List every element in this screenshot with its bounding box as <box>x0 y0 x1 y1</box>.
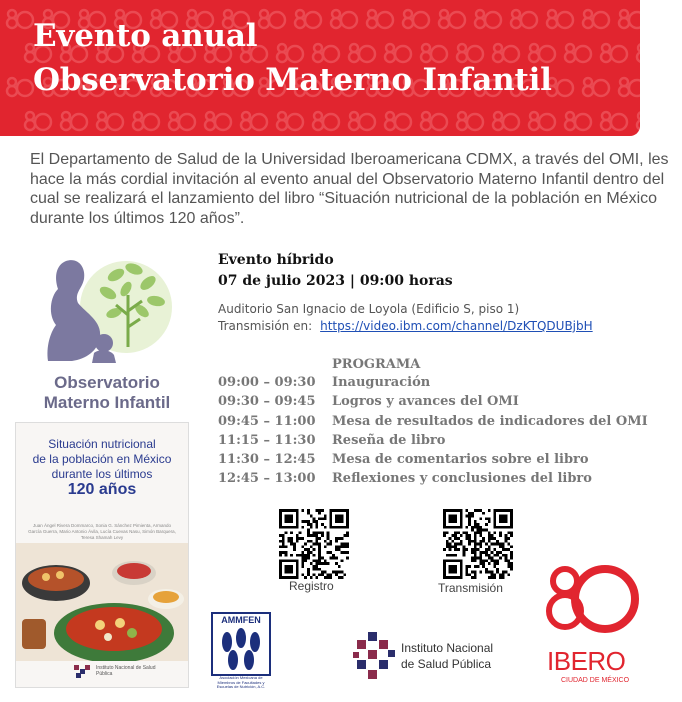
book-authors: Juan Ángel Rivera Dommarco, Sonia G. Sánchez Pimienta, Armando García Guerra, Mario Antonio Ávila, Lucía Cuevas Nasu, Simón Barquera, Teresa Shamah Levy <box>28 523 176 540</box>
page-title-line2: Observatorio Materno Infantil <box>33 62 552 98</box>
event-date: 07 de julio 2023 | 09:00 horas <box>218 273 453 289</box>
ibero-number: 80 <box>545 555 547 556</box>
program-row <box>218 394 658 413</box>
stream-label: Transmisión en: <box>218 319 313 333</box>
insp-name-line2: de Salud Pública <box>401 657 492 671</box>
book-title-line: de la población en México <box>32 452 172 466</box>
program-activity: Logros y avances del OMI <box>332 394 519 410</box>
ammfen-name: AMMFEN <box>221 615 261 625</box>
book-cover <box>15 422 189 688</box>
omi-logo-text-line1: Observatorio <box>54 373 160 392</box>
book-publisher: Instituto Nacional de Salud Pública <box>96 665 156 677</box>
program-activity: Mesa de comentarios sobre el libro <box>332 452 589 468</box>
program-time: 09:45 – 11:00 <box>218 413 316 429</box>
ammfen-subtitle: Asociación Mexicana de Miembros de Facultades y Escuelas de Nutrición, A.C. <box>216 676 266 689</box>
program-list <box>218 375 658 491</box>
program-activity: Reflexiones y conclusiones del libro <box>332 471 592 487</box>
program-title: PROGRAMA <box>332 357 421 372</box>
page-title-line1: Evento anual <box>33 18 258 54</box>
program-row <box>218 471 658 490</box>
ibero-wordmark: IBERO <box>547 646 626 676</box>
insp-logo-icon <box>353 628 399 686</box>
qr-code-transmision-icon[interactable] <box>443 509 513 579</box>
book-title-big: 120 años <box>67 481 137 498</box>
program-activity: Reseña de libro <box>332 432 446 448</box>
omi-logo-text-line2: Materno Infantil <box>43 393 171 412</box>
ibero-subtitle: CIUDAD DE MÉXICO <box>561 677 630 684</box>
ibero-80-logo-icon <box>545 555 645 647</box>
program-activity: Inauguración <box>332 375 431 390</box>
food-illustration-icon <box>16 543 188 661</box>
stream-link[interactable]: https://video.ibm.com/channel/DzKTQDUBjbH <box>320 319 593 333</box>
insp-name <box>401 640 493 672</box>
ammfen-logo-icon <box>211 612 271 692</box>
header-banner <box>0 0 640 136</box>
program-activity: Mesa de resultados de indicadores del OMI <box>332 413 648 429</box>
program-time: 11:30 – 12:45 <box>218 452 316 468</box>
program-time: 12:45 – 13:00 <box>218 471 316 487</box>
program-row <box>218 433 658 452</box>
insp-small-logo-icon <box>72 663 92 681</box>
event-type: Evento híbrido <box>218 252 334 268</box>
program-row <box>218 452 658 471</box>
qr-registro-label: Registro <box>289 579 334 593</box>
intro-text: El Departamento de Salud de la Universidad Iberoamericana CDMX, a través del OMI, les hace la más cordial invitación al evento anual del Observatorio Materno Infantil dentro del cual se realizará el lanzamiento del libro “Situación nutricional de la población en México durante los últimos 120 años”. <box>30 151 669 227</box>
program-row <box>218 414 658 433</box>
qr-transmision-label: Transmisión <box>438 581 503 595</box>
qr-code-registro-icon[interactable] <box>279 509 349 579</box>
book-title-line: durante los últimos <box>51 467 153 481</box>
stream-info <box>218 319 593 333</box>
program-time: 09:30 – 09:45 <box>218 394 316 410</box>
program-row <box>218 375 658 394</box>
insp-name-line1: Instituto Nacional <box>401 641 494 655</box>
book-title-line: Situación nutricional <box>48 437 156 451</box>
event-venue: Auditorio San Ignacio de Loyola (Edificio S, piso 1) <box>218 302 520 316</box>
book-title <box>16 437 188 497</box>
omi-logo-icon <box>38 255 178 373</box>
program-time: 11:15 – 11:30 <box>218 432 316 448</box>
program-time: 09:00 – 09:30 <box>218 375 316 390</box>
